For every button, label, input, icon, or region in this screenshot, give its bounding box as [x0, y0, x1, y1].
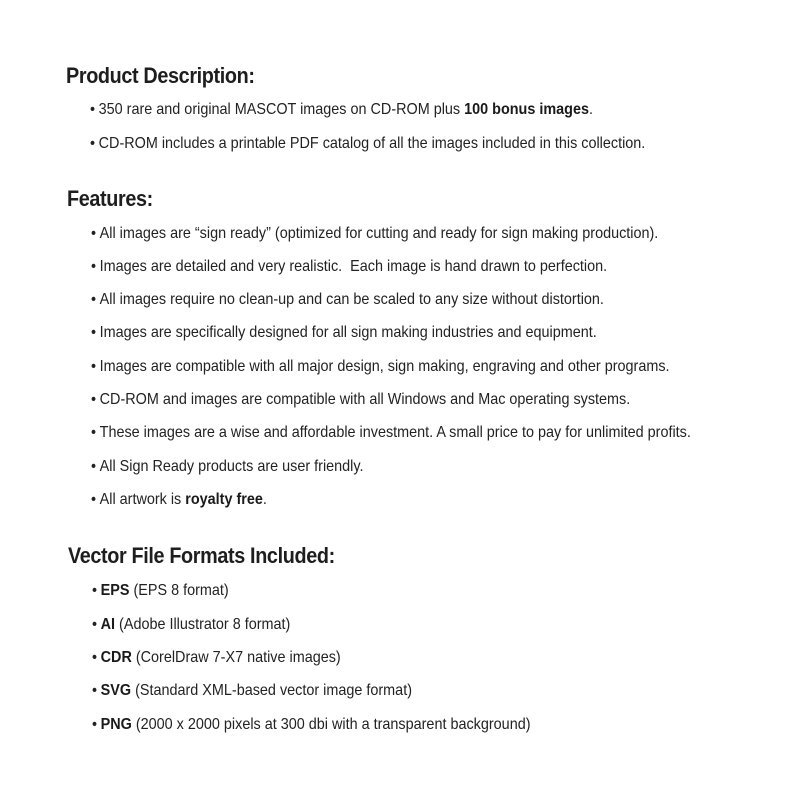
format-name: CDR	[100, 649, 132, 666]
bullet-icon: •	[91, 458, 97, 475]
item-bold-text: 100 bonus images	[464, 101, 589, 118]
bullet-icon: •	[92, 582, 98, 599]
item-text: Images are specifically designed for all sign making industries and equipment.	[99, 324, 597, 341]
item-bold-text: royalty free	[185, 491, 263, 508]
list-item	[91, 224, 658, 244]
item-text: All images are “sign ready” (optimized for cutting and ready for sign making production).	[99, 225, 659, 242]
format-description: (Adobe Illustrator 8 format)	[115, 616, 291, 633]
list-item	[92, 648, 341, 668]
item-text: Images are detailed and very realistic. Each image is hand drawn to perfection.	[99, 258, 608, 275]
format-name: EPS	[100, 582, 130, 599]
list-item	[91, 490, 267, 510]
features-heading: Features:	[67, 186, 153, 211]
format-description: (EPS 8 format)	[129, 582, 229, 599]
list-item	[91, 423, 691, 443]
item-text: 350 rare and original MASCOT images on CD-ROM plus	[98, 101, 465, 118]
format-name: AI	[100, 616, 116, 633]
bullet-icon: •	[91, 358, 97, 375]
vector-formats-heading: Vector File Formats Included:	[68, 543, 335, 568]
bullet-icon: •	[91, 225, 97, 242]
list-item	[92, 615, 290, 635]
item-trailing-text: .	[588, 101, 593, 118]
bullet-icon: •	[91, 424, 97, 441]
item-text: Images are compatible with all major design, sign making, engraving and other programs.	[99, 358, 670, 375]
bullet-icon: •	[91, 324, 97, 341]
list-item	[92, 715, 531, 735]
list-item	[92, 581, 229, 601]
format-name: SVG	[100, 682, 132, 699]
item-text: CD-ROM includes a printable PDF catalog of all the images included in this collection.	[98, 135, 646, 152]
bullet-icon: •	[92, 649, 98, 666]
format-description: (Standard XML-based vector image format)	[131, 682, 412, 699]
bullet-icon: •	[92, 682, 98, 699]
bullet-icon: •	[91, 291, 97, 308]
bullet-icon: •	[92, 616, 98, 633]
format-description: (2000 x 2000 pixels at 300 dbi with a transparent background)	[131, 716, 531, 733]
item-text: CD-ROM and images are compatible with all Windows and Mac operating systems.	[99, 391, 631, 408]
list-item	[91, 257, 607, 277]
list-item	[92, 681, 412, 701]
list-item	[90, 134, 645, 154]
product-description-heading: Product Description:	[66, 63, 255, 88]
bullet-icon: •	[91, 491, 97, 508]
list-item	[91, 357, 670, 377]
format-name: PNG	[100, 716, 132, 733]
list-item	[91, 290, 604, 310]
list-item	[91, 323, 597, 343]
list-item	[91, 457, 364, 477]
item-text: These images are a wise and affordable investment. A small price to pay for unlimited profits.	[99, 424, 691, 441]
item-text: All Sign Ready products are user friendly.	[99, 458, 364, 475]
bullet-icon: •	[90, 101, 96, 118]
item-text: All artwork is	[99, 491, 186, 508]
bullet-icon: •	[91, 258, 97, 275]
item-text: All images require no clean-up and can be scaled to any size without distortion.	[99, 291, 604, 308]
bullet-icon: •	[91, 391, 97, 408]
bullet-icon: •	[90, 135, 96, 152]
list-item	[91, 390, 630, 410]
format-description: (CorelDraw 7-X7 native images)	[131, 649, 341, 666]
bullet-icon: •	[92, 716, 98, 733]
item-trailing-text: .	[262, 491, 267, 508]
list-item	[90, 100, 593, 120]
